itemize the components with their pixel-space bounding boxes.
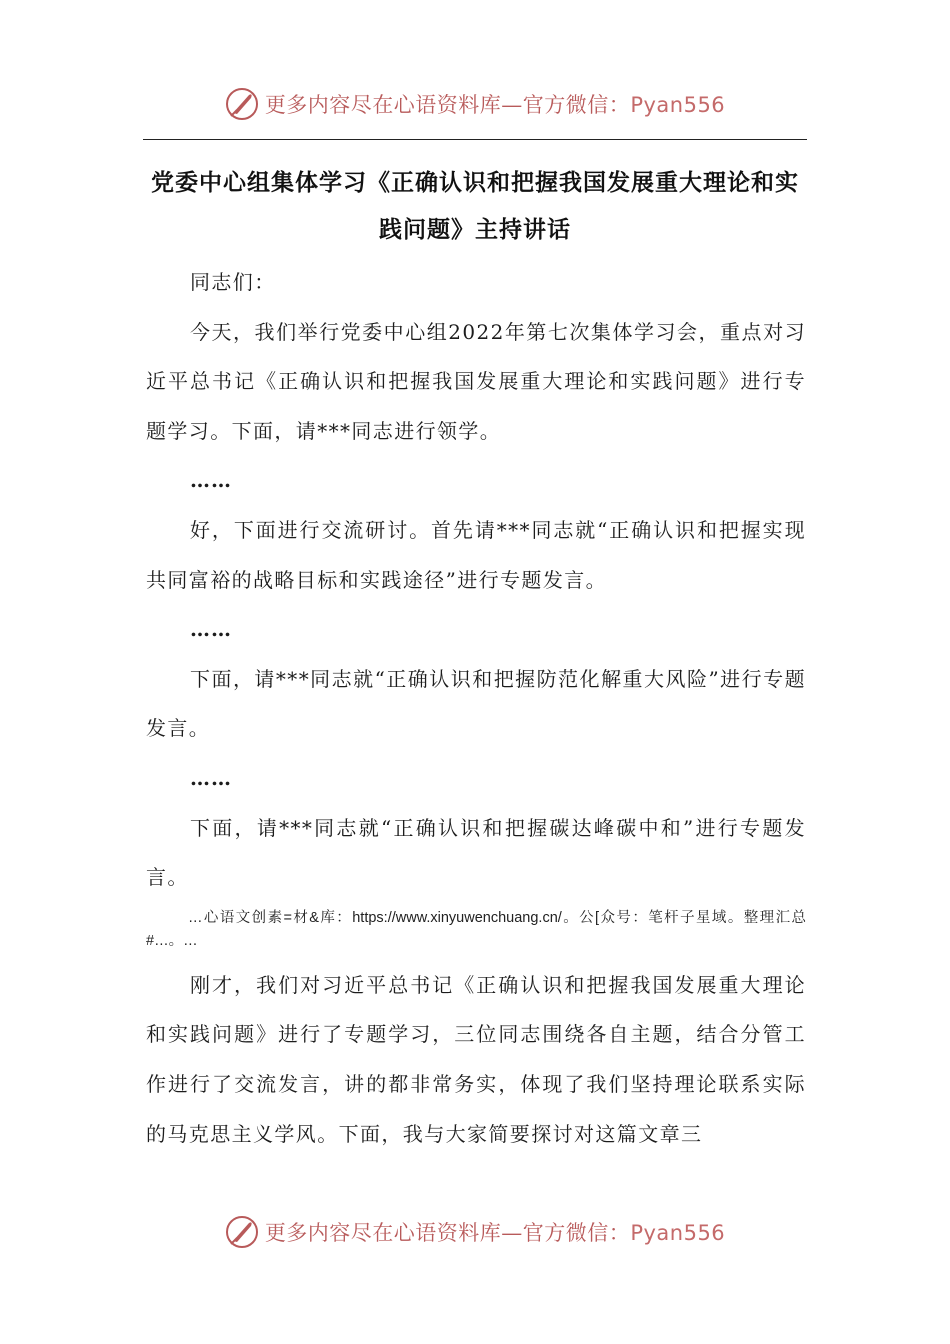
quill-pen-logo-icon xyxy=(225,1215,259,1249)
paragraph-2: 好，下面进行交流研讨。首先请***同志就“正确认识和把握实现共同富裕的战略目标和实践途径”进行专题发言。 xyxy=(146,517,806,592)
document-title: 党委中心组集体学习《正确认识和把握我国发展重大理论和实践问题》主持讲话 xyxy=(151,170,799,243)
ellipsis-1: …… xyxy=(190,468,232,493)
header-wechat-id: Pyan556 xyxy=(630,93,726,117)
document-body xyxy=(146,258,806,1159)
footer-banner-label: 更多内容尽在心语资料库—官方微信： xyxy=(264,1221,631,1245)
source-note: …心语文创素=材&库：https://www.xinyuwenchuang.cn/。公[众号：笔杆子星域。整理汇总#…。… xyxy=(146,909,806,949)
paragraph-5: 刚才，我们对习近平总书记《正确认识和把握我国发展重大理论和实践问题》进行了专题学习，三位同志围绕各自主题，结合分管工作进行了交流发言，讲的都非常务实，体现了我们坚持理论联系实际的马克思主义学风。下面，我与大家简要探讨对这篇文章三 xyxy=(146,972,806,1146)
footer-banner-text xyxy=(265,1217,725,1247)
paragraph-4: 下面，请***同志就“正确认识和把握碳达峰碳中和”进行专题发言。 xyxy=(146,815,806,890)
salutation: 同志们： xyxy=(190,270,276,294)
quill-pen-logo-icon xyxy=(225,87,259,121)
header-banner-text xyxy=(265,89,725,119)
ellipsis-2: …… xyxy=(190,617,232,642)
footer-wechat-id: Pyan556 xyxy=(630,1221,726,1245)
header-banner-label: 更多内容尽在心语资料库—官方微信： xyxy=(264,93,631,117)
paragraph-1: 今天，我们举行党委中心组2022年第七次集体学习会，重点对习近平总书记《正确认识和把握我国发展重大理论和实践问题》进行专题学习。下面，请***同志进行领学。 xyxy=(146,319,806,443)
header-divider xyxy=(143,139,807,140)
header-banner xyxy=(0,82,950,126)
paragraph-3: 下面，请***同志就“正确认识和把握防范化解重大风险”进行专题发言。 xyxy=(146,666,806,741)
footer-banner xyxy=(0,1210,950,1254)
ellipsis-3: …… xyxy=(190,765,232,790)
